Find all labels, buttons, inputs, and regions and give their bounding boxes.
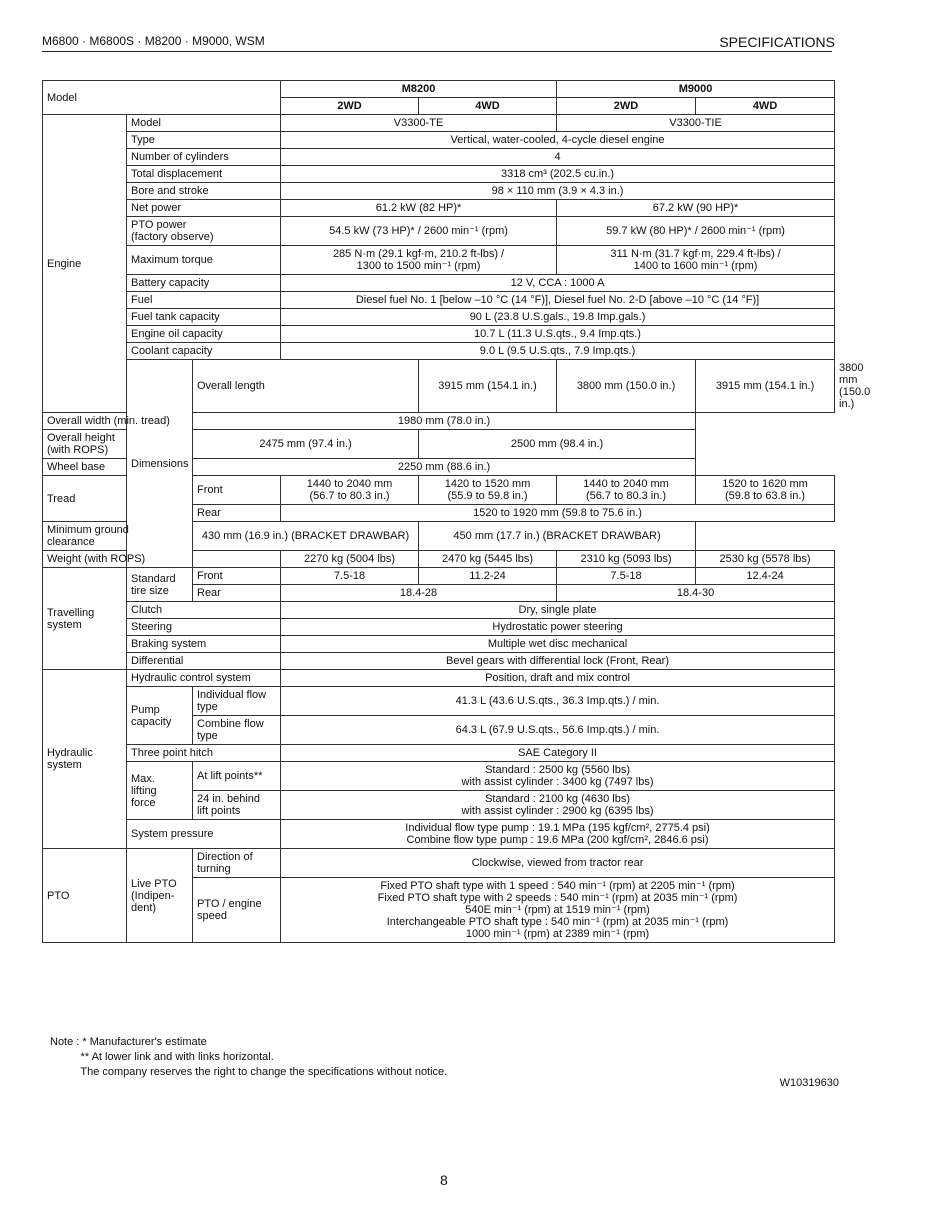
cell-value: 18.4-30 — [557, 585, 835, 602]
cell-value: 9.0 L (9.5 U.S.qts., 7.9 Imp.qts.) — [281, 343, 835, 360]
hydraulic-category: Hydraulic system — [43, 670, 127, 849]
row-label: Fuel — [127, 292, 281, 309]
row-label: Steering — [127, 619, 281, 636]
cell-value: 1980 mm (78.0 in.) — [193, 413, 696, 430]
cell-value: 2250 mm (88.6 in.) — [193, 459, 696, 476]
table-row — [43, 670, 835, 687]
row-label: System pressure — [127, 820, 281, 849]
cell-value: Vertical, water-cooled, 4-cycle diesel engine — [281, 132, 835, 149]
cell-value: 430 mm (16.9 in.) (BRACKET DRAWBAR) — [193, 522, 419, 551]
cell-value: 2500 mm (98.4 in.) — [419, 430, 696, 459]
cell-value: 41.3 L (43.6 U.S.qts., 36.3 Imp.qts.) / min. — [281, 687, 835, 716]
m9000-header: M9000 — [557, 81, 835, 98]
row-label: Standard tire size — [127, 568, 193, 602]
row-label: Engine oil capacity — [127, 326, 281, 343]
row-label: Differential — [127, 653, 281, 670]
cell-value: 1520 to 1620 mm (59.8 to 63.8 in.) — [696, 476, 835, 505]
table-row — [43, 762, 835, 791]
row-label: Pump capacity — [127, 687, 193, 745]
cell-value: 2270 kg (5004 lbs) — [281, 551, 419, 568]
table-row — [43, 820, 835, 849]
dimensions-category: Dimensions — [127, 360, 193, 568]
table-row — [43, 568, 835, 585]
cell-value: 18.4-28 — [281, 585, 557, 602]
row-label: Max. lifting force — [127, 762, 193, 820]
cell-value: 12.4-24 — [696, 568, 835, 585]
cell-value: 90 L (23.8 U.S.gals., 19.8 Imp.gals.) — [281, 309, 835, 326]
cell-value: Dry, single plate — [281, 602, 835, 619]
cell-value: 64.3 L (67.9 U.S.qts., 56.6 Imp.qts.) / min. — [281, 716, 835, 745]
row-label: Maximum torque — [127, 246, 281, 275]
cell-value: 3915 mm (154.1 in.) — [696, 360, 835, 413]
cell-value: 1420 to 1520 mm (55.9 to 59.8 in.) — [419, 476, 557, 505]
row-label: Battery capacity — [127, 275, 281, 292]
cell-value: 285 N·m (29.1 kgf·m, 210.2 ft-lbs) / 1300 to 1500 min⁻¹ (rpm) — [281, 246, 557, 275]
pto-category: PTO — [43, 849, 127, 943]
table-row — [43, 619, 835, 636]
header-manual-title: M6800 · M6800S · M8200 · M9000, WSM — [42, 34, 265, 48]
cell-value: 2470 kg (5445 lbs) — [419, 551, 557, 568]
cell-value: 59.7 kW (80 HP)* / 2600 min⁻¹ (rpm) — [557, 217, 835, 246]
table-row — [43, 687, 835, 716]
sub-row-label: PTO / engine speed — [193, 878, 281, 943]
row-label: Overall length — [193, 360, 419, 413]
table-row — [43, 430, 835, 459]
row-label: Bore and stroke — [127, 183, 281, 200]
row-label: Fuel tank capacity — [127, 309, 281, 326]
cell-value: 54.5 kW (73 HP)* / 2600 min⁻¹ (rpm) — [281, 217, 557, 246]
sub-row-label: Direction of turning — [193, 849, 281, 878]
row-label: Type — [127, 132, 281, 149]
cell-value: Clockwise, viewed from tractor rear — [281, 849, 835, 878]
row-label: PTO power (factory observe) — [127, 217, 281, 246]
cell-value: Standard : 2100 kg (4630 lbs) with assist cylinder : 2900 kg (6395 lbs) — [281, 791, 835, 820]
table-row — [43, 326, 835, 343]
cell-value: 11.2-24 — [419, 568, 557, 585]
cell-value: 2475 mm (97.4 in.) — [193, 430, 419, 459]
sub-row-label: Combine flow type — [193, 716, 281, 745]
footnote-line: ** At lower link and with links horizontal. — [50, 1051, 274, 1063]
cell-value: 2310 kg (5093 lbs) — [557, 551, 696, 568]
table-row — [43, 115, 835, 132]
cell-value: 3318 cm³ (202.5 cu.in.) — [281, 166, 835, 183]
cell-value: 450 mm (17.7 in.) (BRACKET DRAWBAR) — [419, 522, 696, 551]
table-row — [43, 149, 835, 166]
cell-value: 7.5-18 — [281, 568, 419, 585]
cell-value: 3915 mm (154.1 in.) — [419, 360, 557, 413]
m8200-header: M8200 — [281, 81, 557, 98]
row-label: Three point hitch — [127, 745, 281, 762]
row-label: Minimum ground clearance — [43, 522, 193, 551]
sub-row-label: Front — [193, 568, 281, 585]
cell-value: 61.2 kW (82 HP)* — [281, 200, 557, 217]
cell-value: V3300-TIE — [557, 115, 835, 132]
sub-row-label: 24 in. behind lift points — [193, 791, 281, 820]
document-code: W10319630 — [779, 1077, 839, 1089]
table-row — [43, 275, 835, 292]
cell-value: 2530 kg (5578 lbs) — [696, 551, 835, 568]
cell-value: V3300-TE — [281, 115, 557, 132]
sub-row-label: At lift points** — [193, 762, 281, 791]
row-label: Live PTO (Indipen- dent) — [127, 849, 193, 943]
travelling-category: Travelling system — [43, 568, 127, 670]
row-label: Hydraulic control system — [127, 670, 281, 687]
sub-row-label: Individual flow type — [193, 687, 281, 716]
table-row — [43, 217, 835, 246]
table-row — [43, 81, 835, 98]
footnotes — [50, 1035, 447, 1080]
row-label: Weight (with ROPS) — [43, 551, 281, 568]
table-row — [43, 522, 835, 551]
row-label: Tread — [43, 476, 127, 522]
row-label: Net power — [127, 200, 281, 217]
cell-value: 3800 mm (150.0 in.) — [557, 360, 696, 413]
m9000-2wd-header: 2WD — [557, 98, 696, 115]
cell-value: Hydrostatic power steering — [281, 619, 835, 636]
row-label: Wheel base — [43, 459, 193, 476]
sub-row-label: Front — [193, 476, 281, 505]
cell-value: Diesel fuel No. 1 [below –10 °C (14 °F)], Diesel fuel No. 2-D [above –10 °C (14 °F)] — [281, 292, 835, 309]
cell-value: Individual flow type pump : 19.1 MPa (195 kgf/cm², 2775.4 psi) Combine flow type pump : 19.6 MPa (200 kgf/cm², 2846.6 psi) — [281, 820, 835, 849]
table-row — [43, 343, 835, 360]
cell-value: 10.7 L (11.3 U.S.qts., 9.4 Imp.qts.) — [281, 326, 835, 343]
table-row — [43, 132, 835, 149]
row-label: Coolant capacity — [127, 343, 281, 360]
m8200-2wd-header: 2WD — [281, 98, 419, 115]
table-row — [43, 602, 835, 619]
table-row — [43, 183, 835, 200]
row-label: Model — [127, 115, 281, 132]
cell-value: 7.5-18 — [557, 568, 696, 585]
table-row — [43, 200, 835, 217]
table-row — [43, 413, 835, 430]
specifications-table — [42, 80, 871, 943]
footnote-line: The company reserves the right to change the specifications without notice. — [50, 1066, 448, 1078]
sub-row-label: Rear — [193, 585, 281, 602]
cell-value: Fixed PTO shaft type with 1 speed : 540 min⁻¹ (rpm) at 2205 min⁻¹ (rpm) Fixed PTO shaft type with 2 speeds : 540 min⁻¹ (rpm) at 2035 min⁻¹ (rpm) 540E min⁻¹ (rpm) at 1519 min⁻¹ (rpm) Interchangeable PTO shaft type : 540 min⁻¹ (rpm) at 2035 min⁻¹ (rpm) 1000 min⁻¹ (rpm) at 2389 min⁻¹ (rpm) — [281, 878, 835, 943]
cell-value: 12 V, CCA : 1000 A — [281, 275, 835, 292]
table-row — [43, 309, 835, 326]
row-label: Clutch — [127, 602, 281, 619]
engine-category: Engine — [43, 115, 127, 413]
table-row — [43, 745, 835, 762]
row-label: Overall width (min. tread) — [43, 413, 193, 430]
cell-value: 1520 to 1920 mm (59.8 to 75.6 in.) — [281, 505, 835, 522]
row-label: Number of cylinders — [127, 149, 281, 166]
cell-value: 67.2 kW (90 HP)* — [557, 200, 835, 217]
row-label: Braking system — [127, 636, 281, 653]
cell-value: Position, draft and mix control — [281, 670, 835, 687]
cell-value: Standard : 2500 kg (5560 lbs) with assist cylinder : 3400 kg (7497 lbs) — [281, 762, 835, 791]
table-row — [43, 849, 835, 878]
cell-value: Multiple wet disc mechanical — [281, 636, 835, 653]
table-row — [43, 636, 835, 653]
model-header-label: Model — [43, 81, 281, 115]
table-row — [43, 653, 835, 670]
row-label: Total displacement — [127, 166, 281, 183]
sub-row-label: Rear — [193, 505, 281, 522]
cell-value: 311 N·m (31.7 kgf·m, 229.4 ft-lbs) / 1400 to 1600 min⁻¹ (rpm) — [557, 246, 835, 275]
table-row — [43, 551, 835, 568]
m9000-4wd-header: 4WD — [696, 98, 835, 115]
table-row: Dimensions Overall length 3915 mm (154.1 in.) 3800 mm (150.0 in.) 3915 mm (154.1 in.) 3800 mm (150.0 in.) — [43, 360, 835, 413]
cell-value: 4 — [281, 149, 835, 166]
cell-value: 1440 to 2040 mm (56.7 to 80.3 in.) — [281, 476, 419, 505]
m8200-4wd-header: 4WD — [419, 98, 557, 115]
footnote-line: Note : * Manufacturer's estimate — [50, 1036, 207, 1048]
row-label: Overall height (with ROPS) — [43, 430, 193, 459]
cell-value: SAE Category II — [281, 745, 835, 762]
table-row — [43, 292, 835, 309]
table-row — [43, 246, 835, 275]
cell-value: Bevel gears with differential lock (Front, Rear) — [281, 653, 835, 670]
header-section-title: SPECIFICATIONS — [719, 34, 835, 50]
page-number: 8 — [440, 1172, 448, 1188]
cell-value: 1440 to 2040 mm (56.7 to 80.3 in.) — [557, 476, 696, 505]
cell-value: 98 × 110 mm (3.9 × 4.3 in.) — [281, 183, 835, 200]
header-divider — [42, 51, 832, 52]
table-row — [43, 166, 835, 183]
